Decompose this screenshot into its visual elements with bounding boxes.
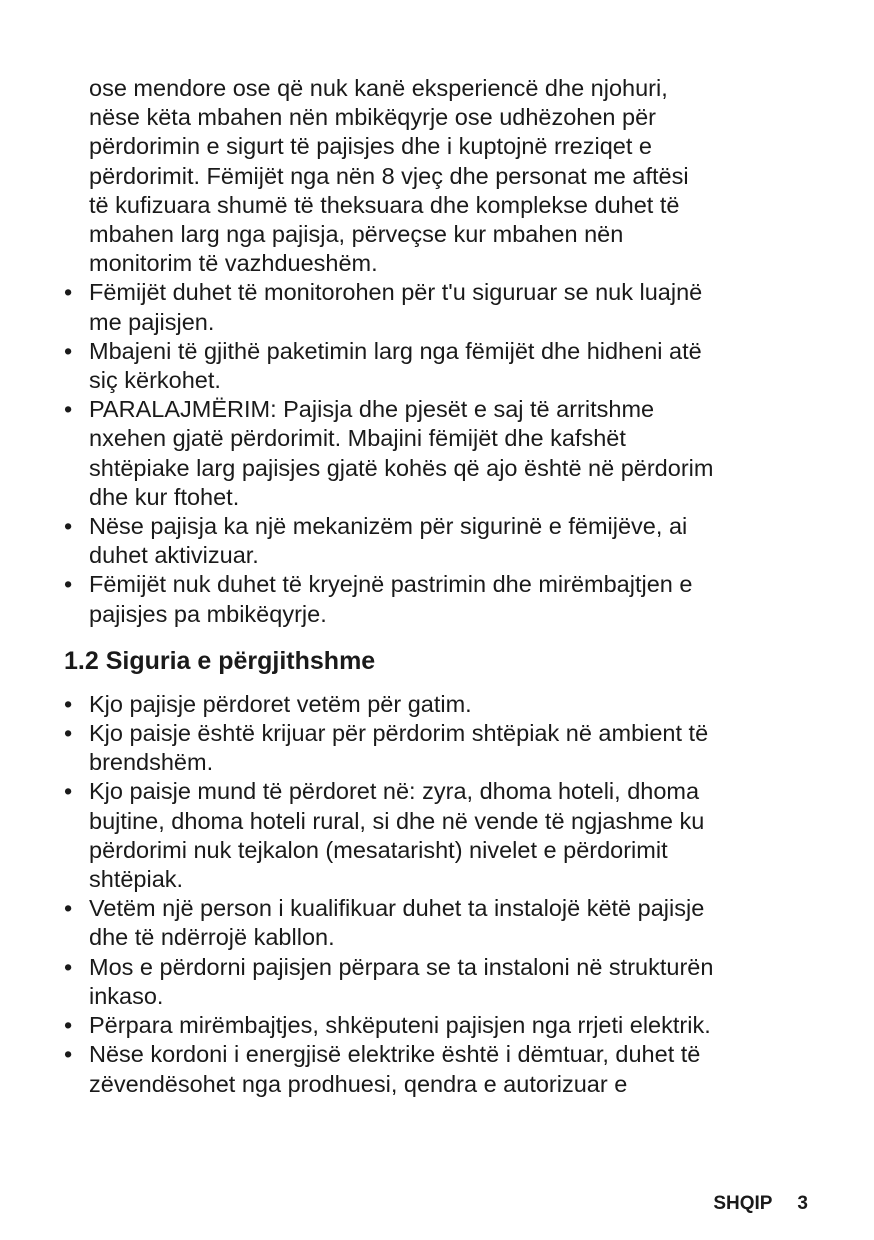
bullet-line: me pajisjen. bbox=[89, 308, 215, 335]
intro-line: nëse këta mbahen nën mbikëqyrje ose udhëzohen për bbox=[89, 104, 656, 131]
bullet-line: pajisjes pa mbikëqyrje. bbox=[89, 600, 327, 627]
bullet-line: inkaso. bbox=[89, 982, 164, 1009]
document-page bbox=[64, 74, 814, 1099]
list-item bbox=[64, 1040, 814, 1098]
bullet-marker: • bbox=[64, 953, 73, 980]
safety-bullet-list bbox=[64, 278, 814, 628]
bullet-marker: • bbox=[64, 337, 73, 364]
bullet-line: Kjo paisje mund të përdoret në: zyra, dhoma hoteli, dhoma bbox=[89, 778, 700, 805]
bullet-line: PARALAJMËRIM: Pajisja dhe pjesët e saj të arritshme bbox=[89, 396, 655, 423]
intro-line: ose mendore ose që nuk kanë eksperiencë dhe njohuri, bbox=[89, 75, 668, 101]
bullet-line: Kjo pajisje përdoret vetëm për gatim. bbox=[89, 690, 472, 717]
intro-line: mbahen larg nga pajisja, përveçse kur mbahen nën bbox=[89, 221, 624, 248]
footer-language-label: SHQIP bbox=[713, 1193, 773, 1214]
bullet-line: duhet aktivizuar. bbox=[89, 542, 259, 569]
list-item bbox=[64, 953, 814, 1011]
list-item bbox=[64, 719, 814, 777]
bullet-marker: • bbox=[64, 1041, 73, 1068]
list-item bbox=[64, 337, 814, 395]
bullet-marker: • bbox=[64, 720, 73, 747]
intro-paragraph bbox=[64, 74, 814, 278]
bullet-line: bujtine, dhoma hoteli rural, si dhe në vende të ngjashme ku bbox=[89, 807, 705, 834]
bullet-line: Vetëm një person i kualifikuar duhet ta instalojë këtë pajisje bbox=[89, 895, 705, 922]
bullet-line: Fëmijët nuk duhet të kryejnë pastrimin dhe mirëmbajtjen e bbox=[89, 571, 693, 598]
bullet-line: shtëpiake larg pajisjes gjatë kohës që ajo është në përdorim bbox=[89, 454, 714, 481]
bullet-marker: • bbox=[64, 1012, 73, 1039]
list-item bbox=[64, 395, 814, 512]
bullet-line: siç kërkohet. bbox=[89, 367, 221, 394]
bullet-marker: • bbox=[64, 778, 73, 805]
list-item bbox=[64, 278, 814, 336]
intro-line: të kufizuara shumë të theksuara dhe komplekse duhet të bbox=[89, 191, 680, 218]
list-item bbox=[64, 570, 814, 628]
list-item bbox=[64, 1011, 814, 1040]
intro-line: përdorimit. Fëmijët nga nën 8 vjeç dhe personat me aftësi bbox=[89, 162, 689, 189]
list-item bbox=[64, 512, 814, 570]
bullet-line: dhe të ndërrojë kabllon. bbox=[89, 924, 335, 951]
bullet-line: shtëpiak. bbox=[89, 866, 184, 893]
bullet-marker: • bbox=[64, 279, 73, 306]
bullet-marker: • bbox=[64, 571, 73, 598]
bullet-line: Kjo paisje është krijuar për përdorim shtëpiak në ambient të bbox=[89, 720, 709, 747]
bullet-line: Mos e përdorni pajisjen përpara se ta instaloni në strukturën bbox=[89, 953, 714, 980]
intro-line: përdorimin e sigurt të pajisjes dhe i kuptojnë rreziqet e bbox=[89, 133, 652, 160]
bullet-line: përdorimi nuk tejkalon (mesatarisht) nivelet e përdorimit bbox=[89, 836, 668, 863]
bullet-marker: • bbox=[64, 690, 73, 717]
bullet-marker: • bbox=[64, 396, 73, 423]
bullet-marker: • bbox=[64, 513, 73, 540]
page-number: 3 bbox=[797, 1193, 808, 1214]
bullet-line: Përpara mirëmbajtjes, shkëputeni pajisjen nga rrjeti elektrik. bbox=[89, 1012, 711, 1039]
bullet-marker: • bbox=[64, 895, 73, 922]
intro-line: monitorim të vazhdueshëm. bbox=[89, 250, 378, 277]
bullet-line: nxehen gjatë përdorimit. Mbajini fëmijët dhe kafshët bbox=[89, 425, 626, 452]
list-item bbox=[64, 894, 814, 952]
bullet-line: Mbajeni të gjithë paketimin larg nga fëmijët dhe hidheni atë bbox=[89, 337, 702, 364]
list-item bbox=[64, 690, 814, 719]
bullet-line: Nëse pajisja ka një mekanizëm për sigurinë e fëmijëve, ai bbox=[89, 513, 688, 540]
bullet-line: Nëse kordoni i energjisë elektrike është i dëmtuar, duhet të bbox=[89, 1041, 701, 1068]
bullet-line: brendshëm. bbox=[89, 749, 214, 776]
bullet-line: Fëmijët duhet të monitorohen për t'u siguruar se nuk luajnë bbox=[89, 279, 703, 306]
list-item bbox=[64, 777, 814, 894]
section-heading: 1.2 Siguria e përgjithshme bbox=[64, 646, 376, 675]
general-safety-bullet-list bbox=[64, 690, 814, 1099]
page-footer bbox=[713, 1193, 808, 1215]
bullet-line: zëvendësohet nga prodhuesi, qendra e autorizuar e bbox=[89, 1070, 628, 1097]
bullet-line: dhe kur ftohet. bbox=[89, 483, 240, 510]
